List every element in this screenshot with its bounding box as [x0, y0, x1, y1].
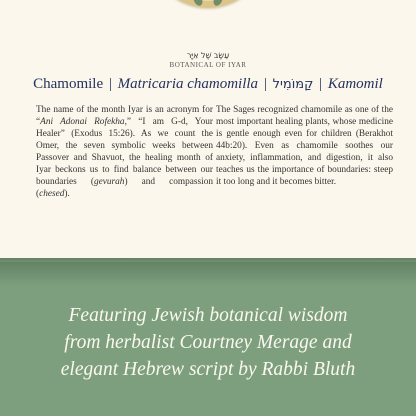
title-transliteration: Kamomil — [327, 76, 383, 92]
italic-term: gevurah — [93, 177, 125, 187]
title-separator: | — [263, 76, 267, 92]
caption-line: elegant Hebrew script by Rabbi Bluth — [60, 359, 356, 380]
caption-line: Featuring Jewish botanical wisdom — [68, 305, 348, 326]
caption-line: from herbalist Courtney Merage and — [64, 332, 352, 353]
italic-phrase: Ani Adonai Rofekha — [40, 117, 125, 127]
text-segment: ). — [64, 189, 70, 199]
card-shadow — [0, 258, 416, 286]
title-hebrew: קַמּוֹמִיל — [272, 77, 314, 92]
text-segment: ) and compassion ( — [36, 177, 213, 199]
title-separator: | — [108, 76, 112, 92]
plant-title — [0, 76, 416, 93]
left-paragraph — [36, 104, 213, 200]
promo-caption — [20, 302, 396, 383]
text-segment: ,” “I am G-d, Your Healer” (Exodus 15:26). As we count the Omer, the seven symbolic weeks between Passover and Shavuot, the healing month of Iyar beckons us to find balance between our boundaries ( — [36, 117, 213, 187]
right-paragraph: The Sages recognized chamomile as one of the most important healing plants, whose medicine is gentle enough even for children (Berakhot 44b:20). Even as chamomile soothes our anxiety, inflammation, and digestion, it also teaches us the importance of boundaries: steep it too long and it becomes bitter. — [216, 105, 393, 187]
title-separator: | — [319, 76, 323, 92]
botanical-medallion — [148, 0, 268, 8]
card-subtitle: BOTANICAL OF IYAR — [169, 61, 247, 69]
text-segment: The name of the month Iyar is an acronym for “ — [36, 105, 213, 127]
italic-term: chesed — [39, 189, 65, 199]
title-latin: Matricaria chamomilla — [117, 76, 259, 92]
title-english: Chamomile — [33, 76, 104, 92]
hebrew-label: עֵשֶׂב שֶׁל אִיָּר — [186, 51, 230, 60]
